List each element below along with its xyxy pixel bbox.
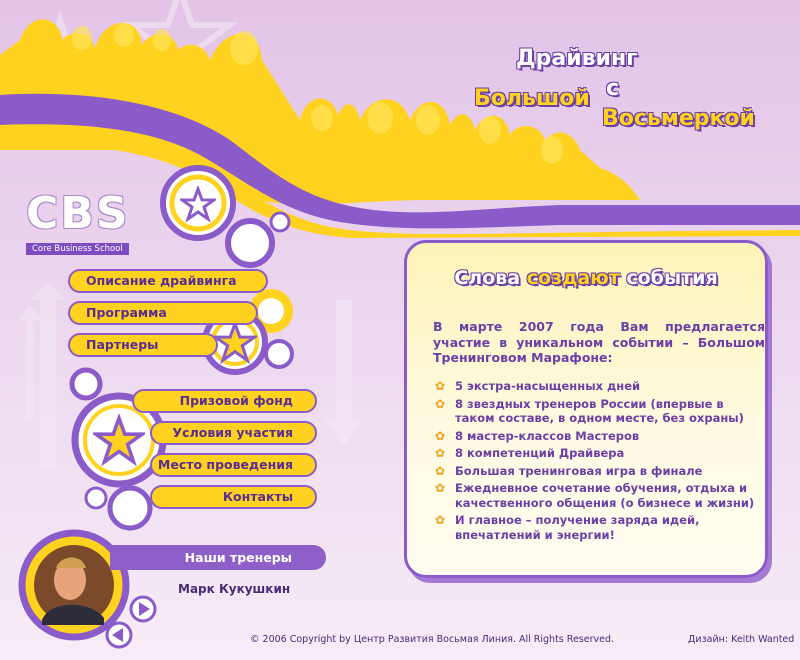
panel-title-part-3: события xyxy=(626,267,718,289)
design-credit[interactable]: Дизайн: Keith Wanted xyxy=(688,634,795,645)
header-title-word-3: с xyxy=(606,76,620,101)
list-item-text: И главное – получение заряда идей, впечатлений и энергии! xyxy=(455,513,700,542)
logo-name: CBS xyxy=(26,188,130,239)
list-item xyxy=(435,429,765,444)
list-item-text: 8 звездных тренеров России (впервые в таком составе, в одном месте, без охраны) xyxy=(455,396,744,425)
star-icon: ✿ xyxy=(435,379,446,393)
copyright-text: © 2006 Copyright by Центр Развития Восьмая Линия. All Rights Reserved. xyxy=(250,634,615,645)
list-item-text: 5 экстра-насыщенных дней xyxy=(455,379,641,393)
arrow-up-icon xyxy=(18,282,66,470)
logo-subtitle: Core Business School xyxy=(26,243,129,255)
list-item xyxy=(435,379,765,394)
list-item-text: 8 компетенций Драйвера xyxy=(455,446,625,460)
nav-conditions-button[interactable]: Условия участия xyxy=(150,421,317,445)
trainer-photo[interactable] xyxy=(30,540,116,626)
arrow-down-icon xyxy=(324,300,364,445)
trainers-button[interactable]: Наши тренеры xyxy=(110,545,326,570)
star-icon xyxy=(180,186,216,222)
list-item xyxy=(435,513,765,542)
star-icon xyxy=(213,320,257,364)
header-title-word-4: Восьмеркой xyxy=(602,106,755,131)
list-item xyxy=(435,446,765,461)
nav-contacts-button[interactable]: Контакты xyxy=(150,485,317,509)
list-item-text: Ежедневное сочетание обучения, отдыха и качественного общения (о бизнесе и жизни) xyxy=(455,481,755,510)
star-icon: ✿ xyxy=(435,396,446,411)
nav-prize-fund-button[interactable]: Призовой фонд xyxy=(132,389,317,413)
nav-description-button[interactable]: Описание драйвинга xyxy=(68,269,268,293)
nav-partners-button[interactable]: Партнеры xyxy=(68,333,218,357)
play-prev-icon[interactable] xyxy=(104,620,134,650)
panel-title-part-2: создают xyxy=(526,267,620,289)
panel-intro: В марте 2007 года Вам предлагается участие в уникальном событии – Большом Тренинговом Марафоне: xyxy=(433,319,765,365)
header-title-word-2: Большой xyxy=(474,86,590,111)
panel-title xyxy=(407,267,765,289)
trainer-name[interactable]: Марк Кукушкин xyxy=(178,582,291,596)
content-panel xyxy=(404,240,768,578)
star-icon: ✿ xyxy=(435,481,446,495)
star-icon xyxy=(93,414,145,466)
feature-list xyxy=(435,379,765,545)
star-icon: ✿ xyxy=(435,446,446,460)
star-icon: ✿ xyxy=(435,513,446,527)
header-title-word-1: Драйвинг xyxy=(516,46,638,71)
star-icon: ✿ xyxy=(435,463,446,478)
nav-venue-button[interactable]: Место проведения xyxy=(150,453,317,477)
star-icon: ✿ xyxy=(435,428,446,443)
list-item xyxy=(435,464,765,479)
nav-program-button[interactable]: Программа xyxy=(68,301,258,325)
list-item-text: Большая тренинговая игра в финале xyxy=(455,463,703,478)
panel-title-part-1: Слова xyxy=(454,267,521,289)
list-item xyxy=(435,481,765,510)
list-item-text: 8 мастер-классов Мастеров xyxy=(455,428,640,443)
list-item xyxy=(435,397,765,426)
logo[interactable] xyxy=(26,188,130,255)
